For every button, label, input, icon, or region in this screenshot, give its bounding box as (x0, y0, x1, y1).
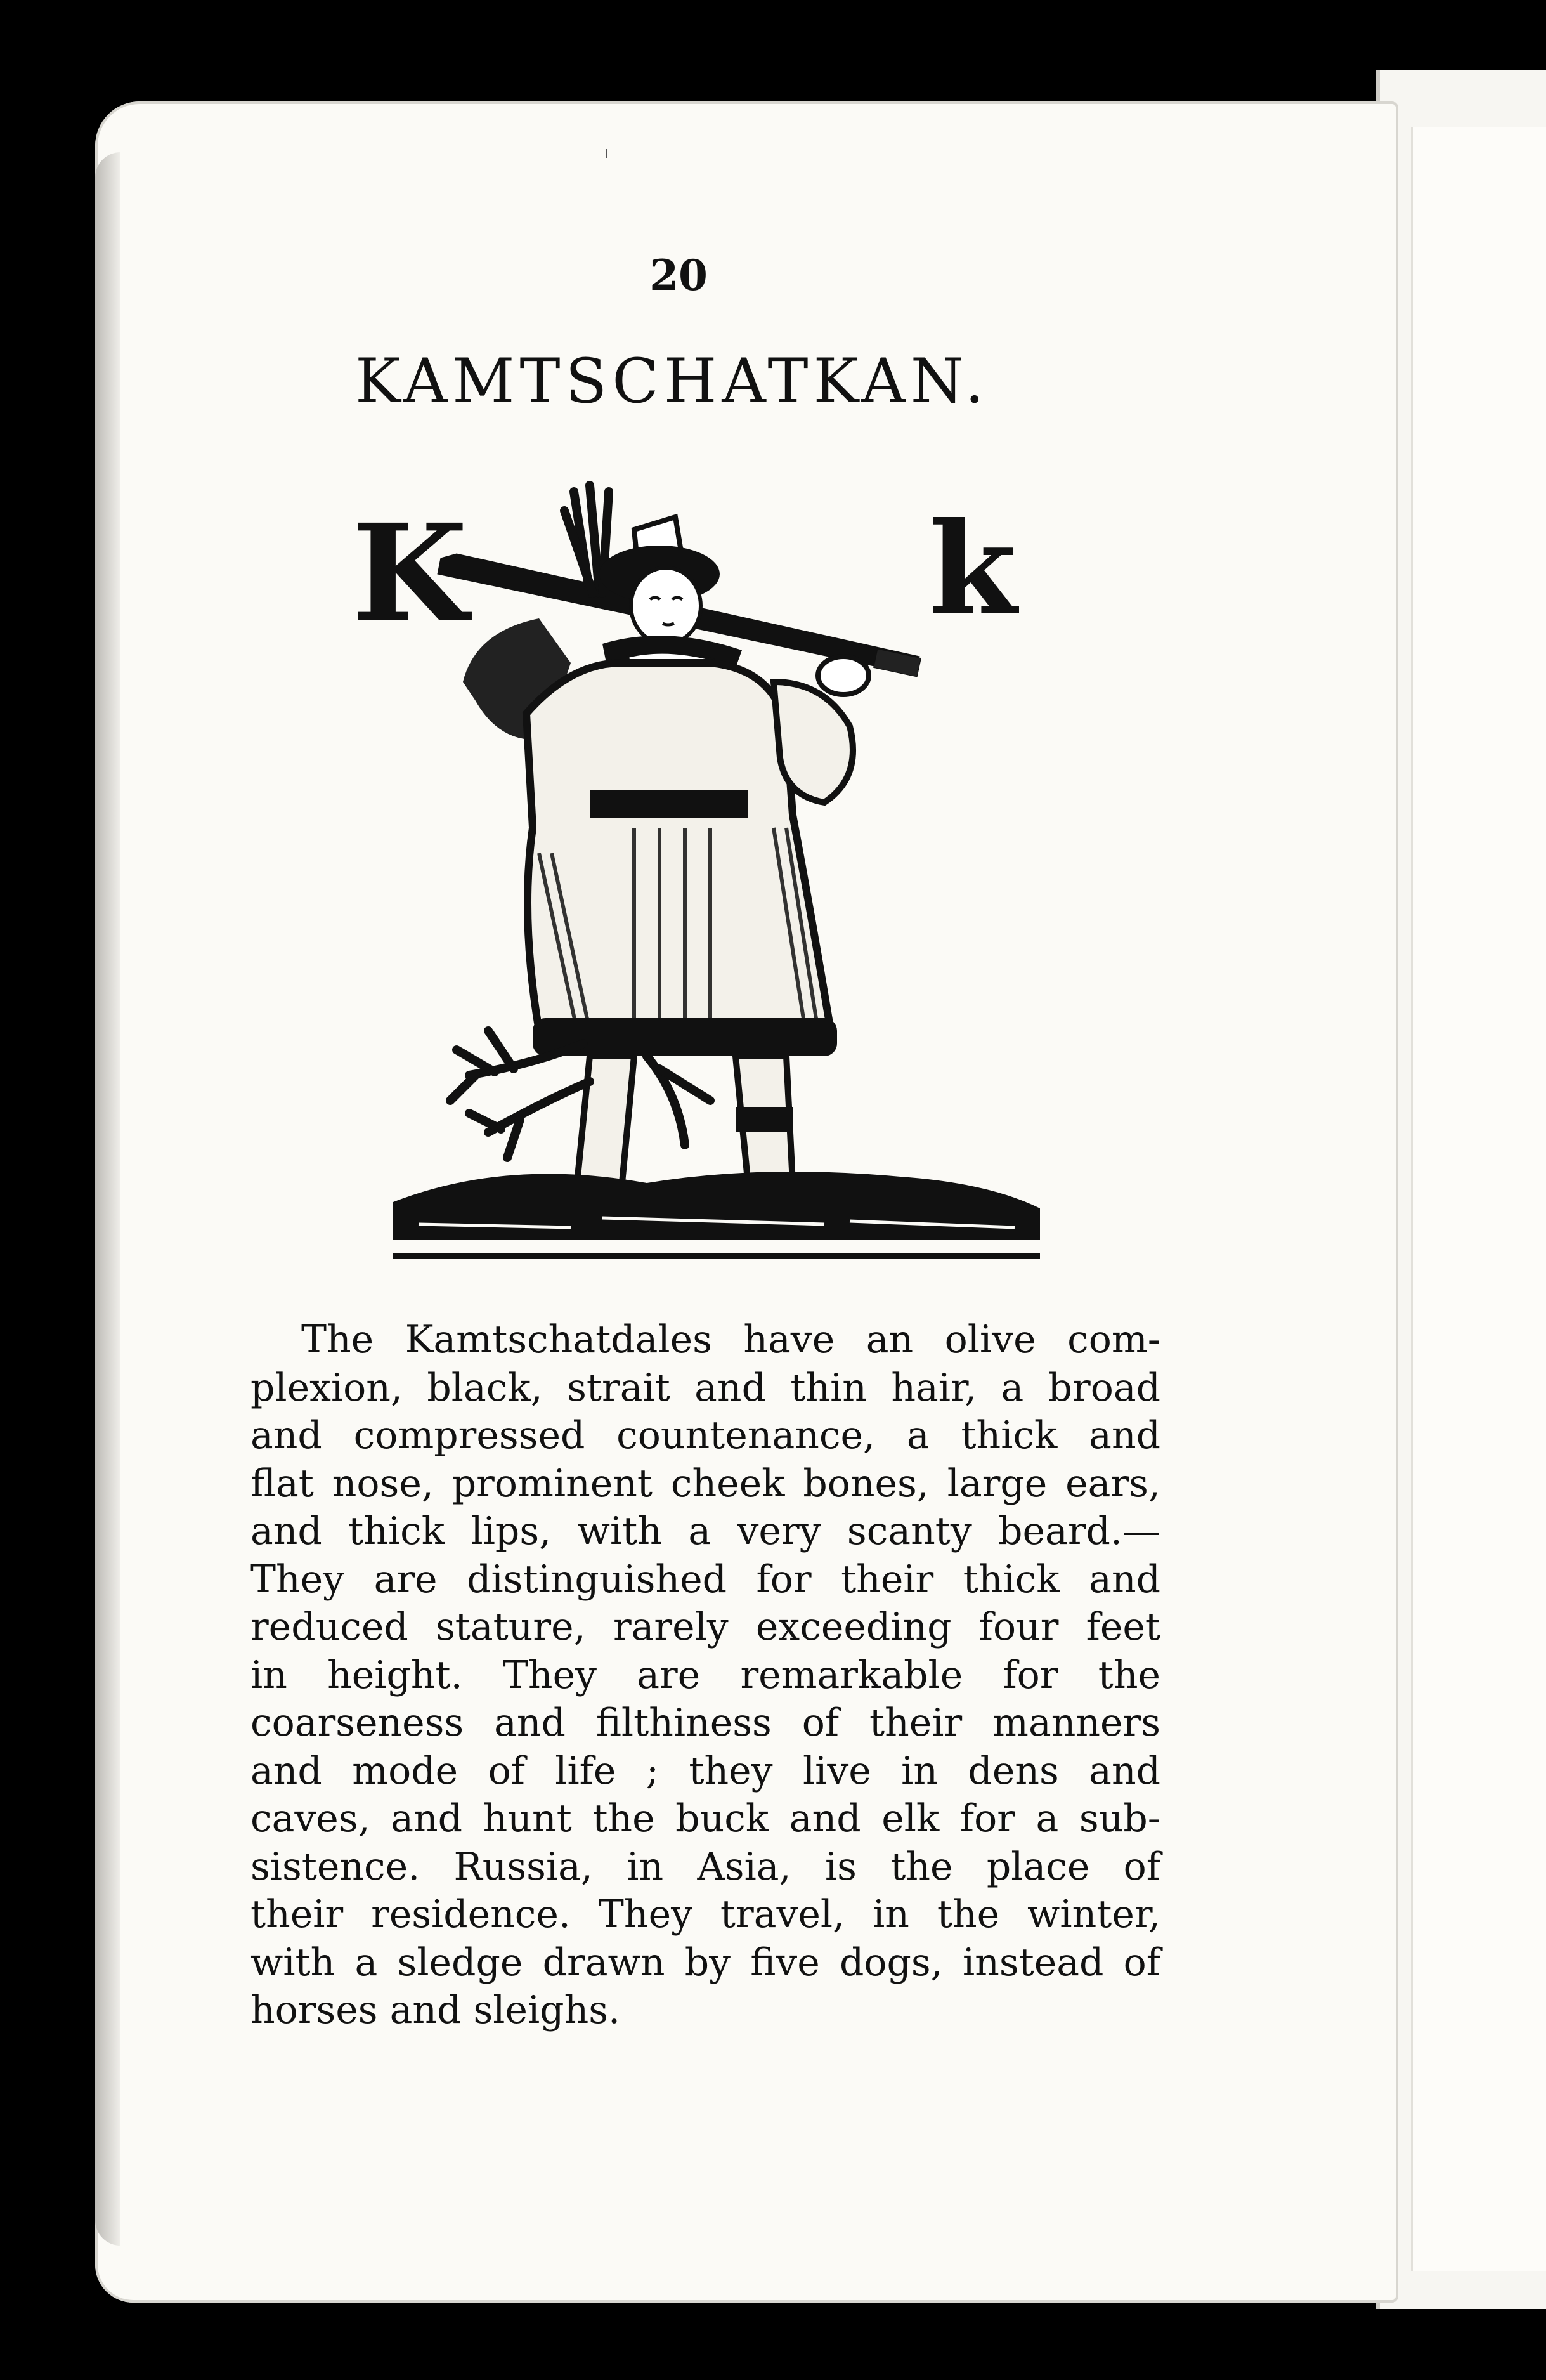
body-line: reduced stature, rarely exceeding four feet (250, 1605, 1160, 1649)
body-line: sistence. Russia, in Asia, is the place of (250, 1844, 1160, 1889)
body-line: coarseness and filthiness of their manners (250, 1701, 1160, 1745)
body-line: with a sledge drawn by five dogs, instead of (250, 1940, 1160, 1985)
facing-page-inner (1411, 127, 1546, 2271)
body-line: horses and sleighs. (250, 1988, 621, 2032)
body-line: their residence. They travel, in the winter, (250, 1892, 1160, 1937)
body-line: and mode of life ; they live in dens and (250, 1748, 1160, 1793)
ground (393, 1172, 1040, 1240)
body-line: They are distinguished for their thick and (250, 1557, 1160, 1602)
body-line: plexion, black, strait and thin hair, a broad (250, 1365, 1160, 1410)
woodcut-illustration (380, 473, 1053, 1285)
print-mark (606, 149, 607, 158)
letter-lowercase: k (929, 495, 1017, 644)
letter-uppercase: K (352, 495, 468, 651)
body-line: flat nose, prominent cheek bones, large ears, (250, 1461, 1160, 1506)
body-paragraph (250, 1316, 1160, 2035)
left-leg (577, 1056, 634, 1189)
body-line: caves, and hunt the buck and elk for a sub- (250, 1796, 1160, 1841)
body-line: and compressed countenance, a thick and (250, 1413, 1160, 1458)
fur-hem (533, 1018, 837, 1056)
face (631, 568, 701, 644)
page-title: KAMTSCHATKAN. (355, 346, 990, 417)
body-line: The Kamtschatdales have an olive com- (301, 1318, 1160, 1362)
body-line: and thick lips, with a very scanty beard.— (250, 1509, 1160, 1553)
page-number: 20 (649, 251, 708, 300)
body-line: in height. They are remarkable for the (250, 1652, 1160, 1697)
page-edge (95, 152, 120, 2246)
